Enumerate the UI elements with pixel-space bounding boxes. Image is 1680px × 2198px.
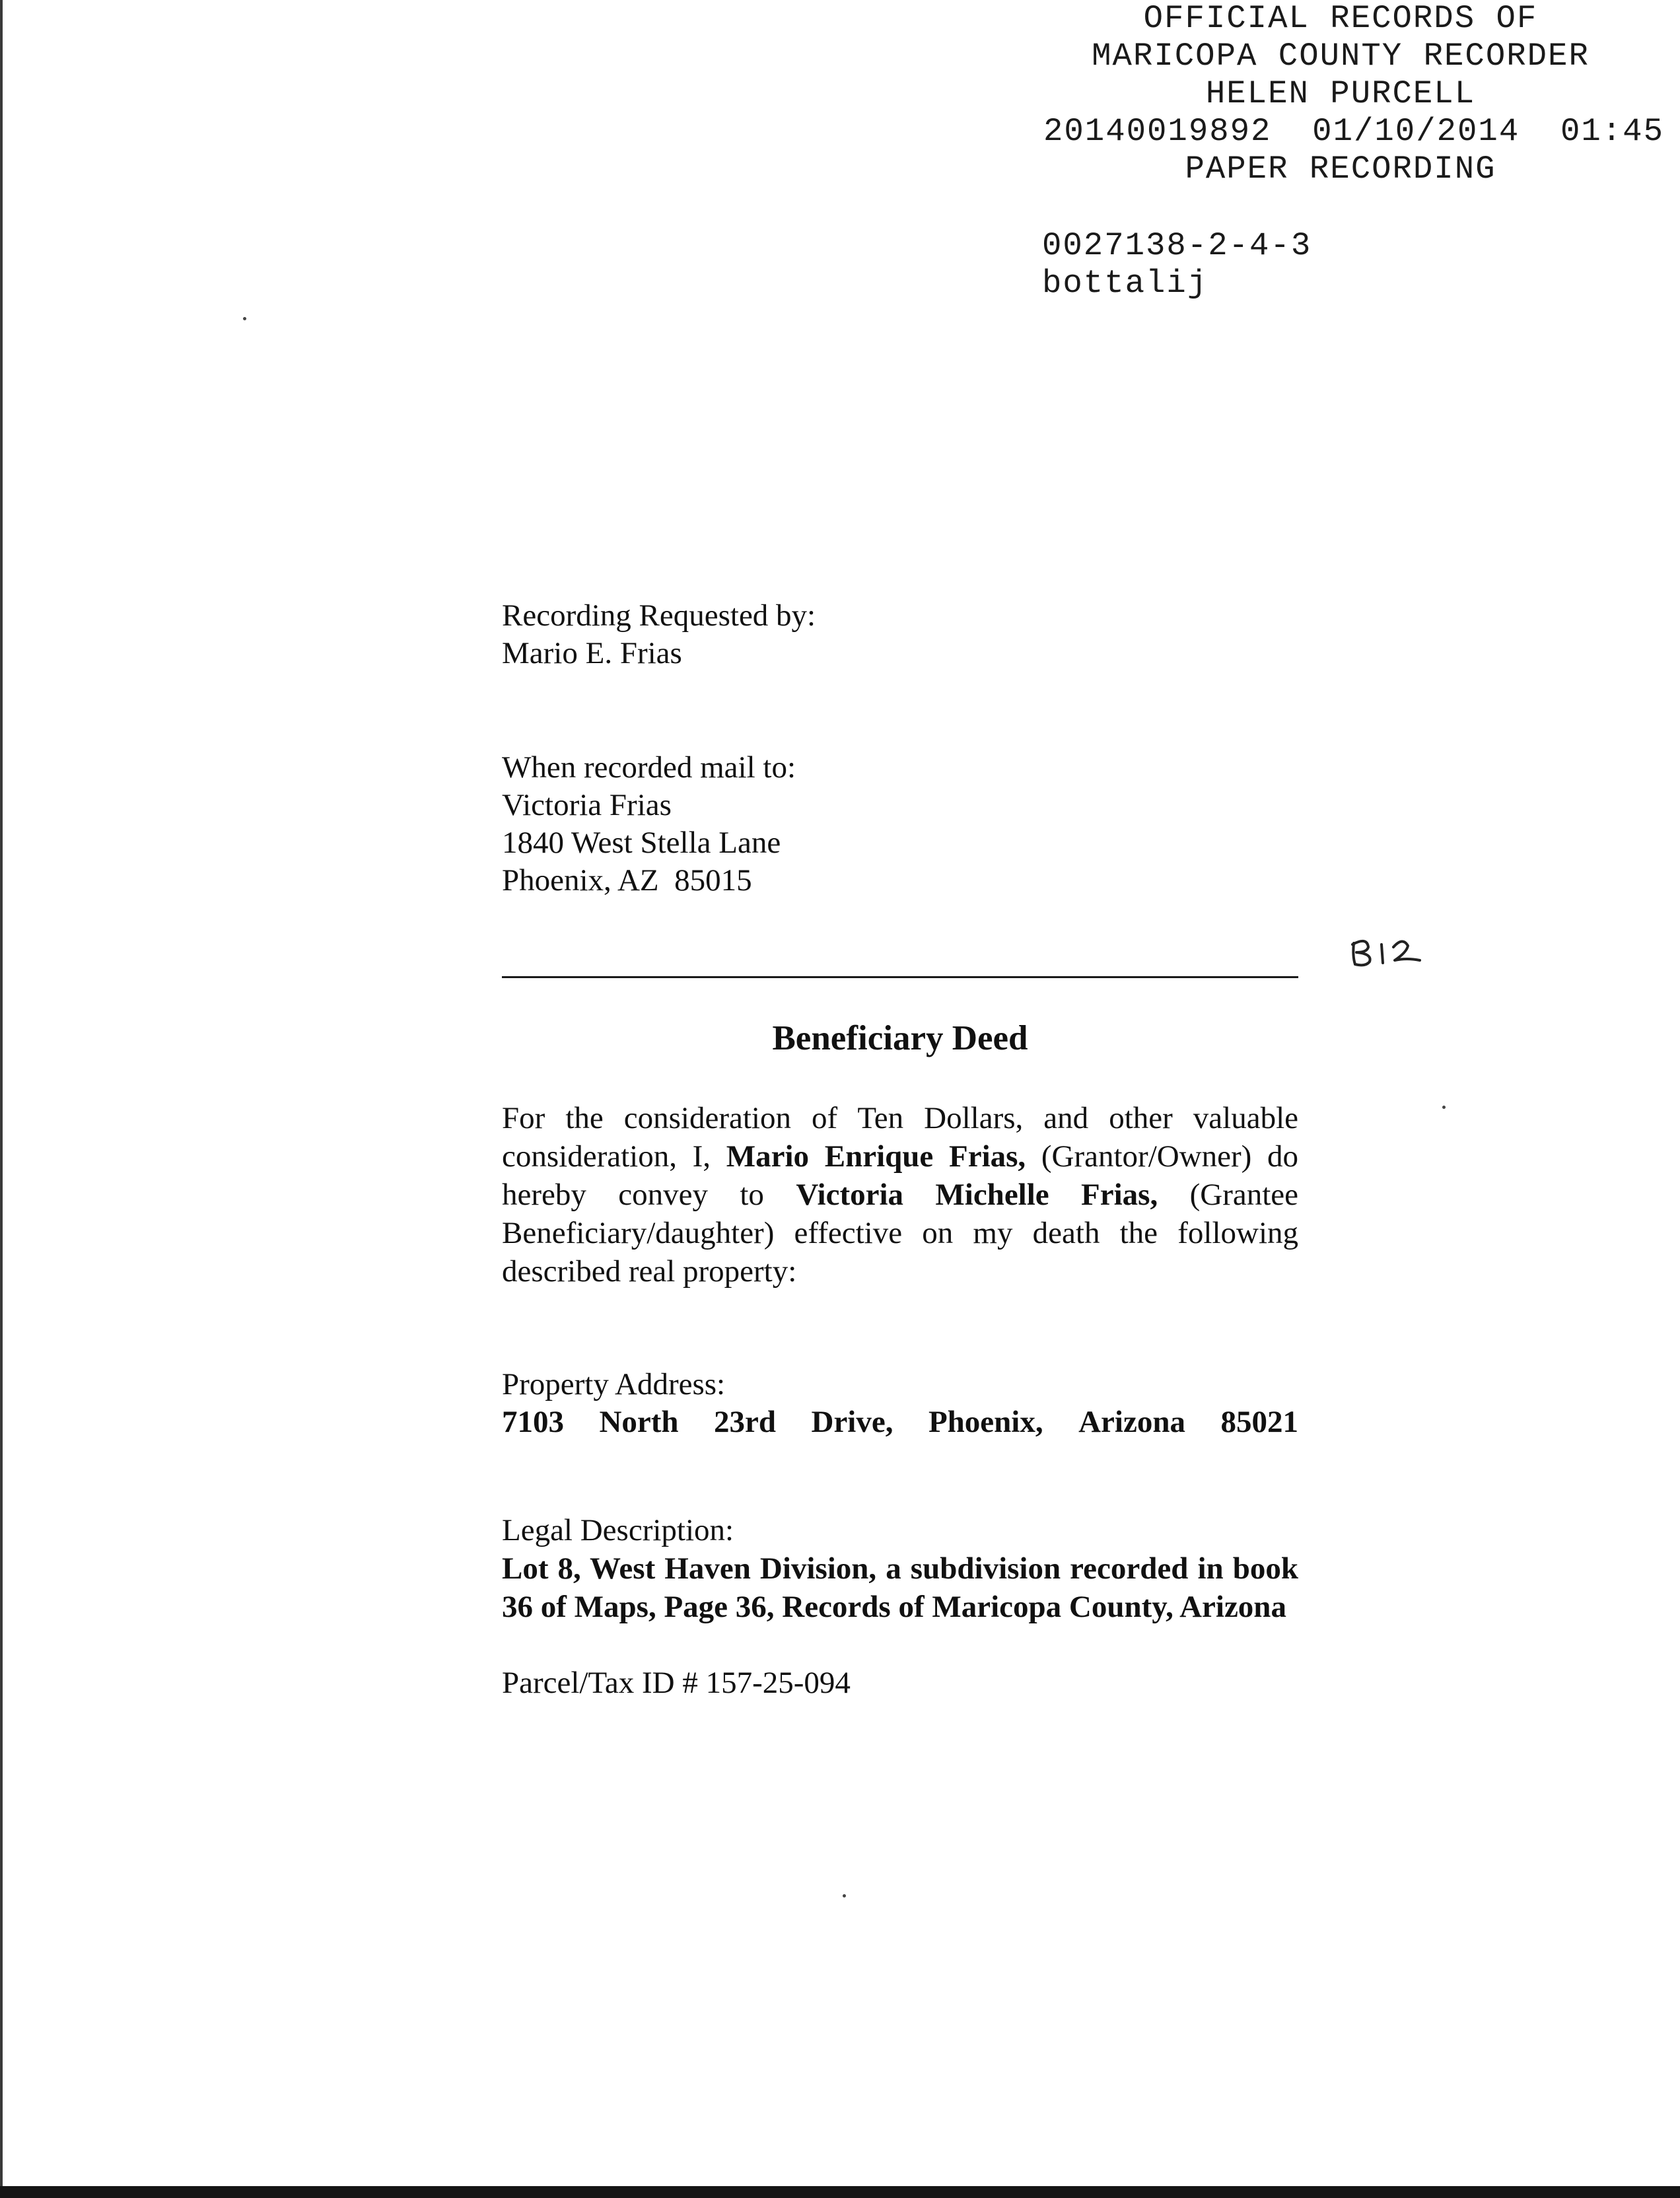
record-date: 01/10/2014 xyxy=(1312,113,1520,150)
recording-requested-block xyxy=(502,597,816,672)
scan-speck xyxy=(243,317,246,320)
mail-to-label: When recorded mail to: xyxy=(502,750,796,785)
parcel-tax-id: Parcel/Tax ID # 157-25-094 xyxy=(502,1666,851,1700)
record-time: 01:45 xyxy=(1560,113,1664,150)
address-word: 85021 xyxy=(1220,1405,1298,1439)
document-title: Beneficiary Deed xyxy=(772,1019,1028,1057)
mail-to-name: Victoria Frias xyxy=(502,788,672,822)
legal-description-text: Lot 8, West Haven Division, a subdivision recorded in book 36 of Maps, Page 36, Records of Maricopa County, Arizona xyxy=(502,1551,1298,1624)
legal-description-block xyxy=(502,1511,1298,1626)
stamp-line-1: OFFICIAL RECORDS OF xyxy=(1143,0,1538,37)
address-word: 7103 xyxy=(502,1405,564,1439)
scan-edge-left xyxy=(0,0,3,2198)
stamp-line-2: MARICOPA COUNTY RECORDER xyxy=(1092,38,1590,75)
scan-edge-bottom xyxy=(0,2186,1680,2198)
address-word: Drive, xyxy=(811,1405,893,1439)
grantor-name: Mario Enrique Frias, xyxy=(726,1139,1026,1174)
stamp-record-row xyxy=(1017,113,1664,151)
address-word: 23rd xyxy=(714,1405,777,1439)
recorder-stamp xyxy=(1017,0,1664,188)
mail-to-city: Phoenix, AZ 85015 xyxy=(502,863,752,898)
address-word: North xyxy=(599,1405,679,1439)
stamp-id-block xyxy=(1042,227,1312,302)
handwritten-note-b12 xyxy=(1347,930,1426,970)
grantee-name: Victoria Michelle Frias, xyxy=(796,1178,1158,1212)
legal-description-label: Legal Description: xyxy=(502,1513,734,1547)
mail-to-street: 1840 West Stella Lane xyxy=(502,826,781,860)
scan-speck xyxy=(1442,1106,1446,1109)
consideration-text-2: (Grantor/Owner) do hereby convey to xyxy=(502,1139,1298,1212)
requester-name: Mario E. Frias xyxy=(502,636,682,670)
consideration-text-1: For the consideration of Ten Dollars, and other valuable consideration, I, xyxy=(502,1101,1298,1174)
consideration-text-3: (Grantee Beneficiary/daughter) effective on my death the following described real property: xyxy=(502,1178,1298,1289)
property-address-label: Property Address: xyxy=(502,1367,726,1401)
clerk-id: bottalij xyxy=(1042,265,1208,302)
property-address xyxy=(502,1403,1298,1441)
doc-code: 0027138-2-4-3 xyxy=(1042,227,1312,264)
address-word: Arizona xyxy=(1078,1405,1185,1439)
recording-requested-label: Recording Requested by: xyxy=(502,598,816,633)
divider-line xyxy=(502,976,1298,978)
consideration-paragraph xyxy=(502,1099,1298,1291)
stamp-line-3: HELEN PURCELL xyxy=(1205,75,1476,112)
parcel-block xyxy=(502,1664,851,1702)
scan-speck xyxy=(843,1894,846,1897)
stamp-line-5: PAPER RECORDING xyxy=(1185,151,1496,188)
property-address-block xyxy=(502,1366,1298,1441)
mail-to-block xyxy=(502,749,796,900)
address-word: Phoenix, xyxy=(928,1405,1043,1439)
fee-number: 20140019892 xyxy=(1043,113,1272,150)
